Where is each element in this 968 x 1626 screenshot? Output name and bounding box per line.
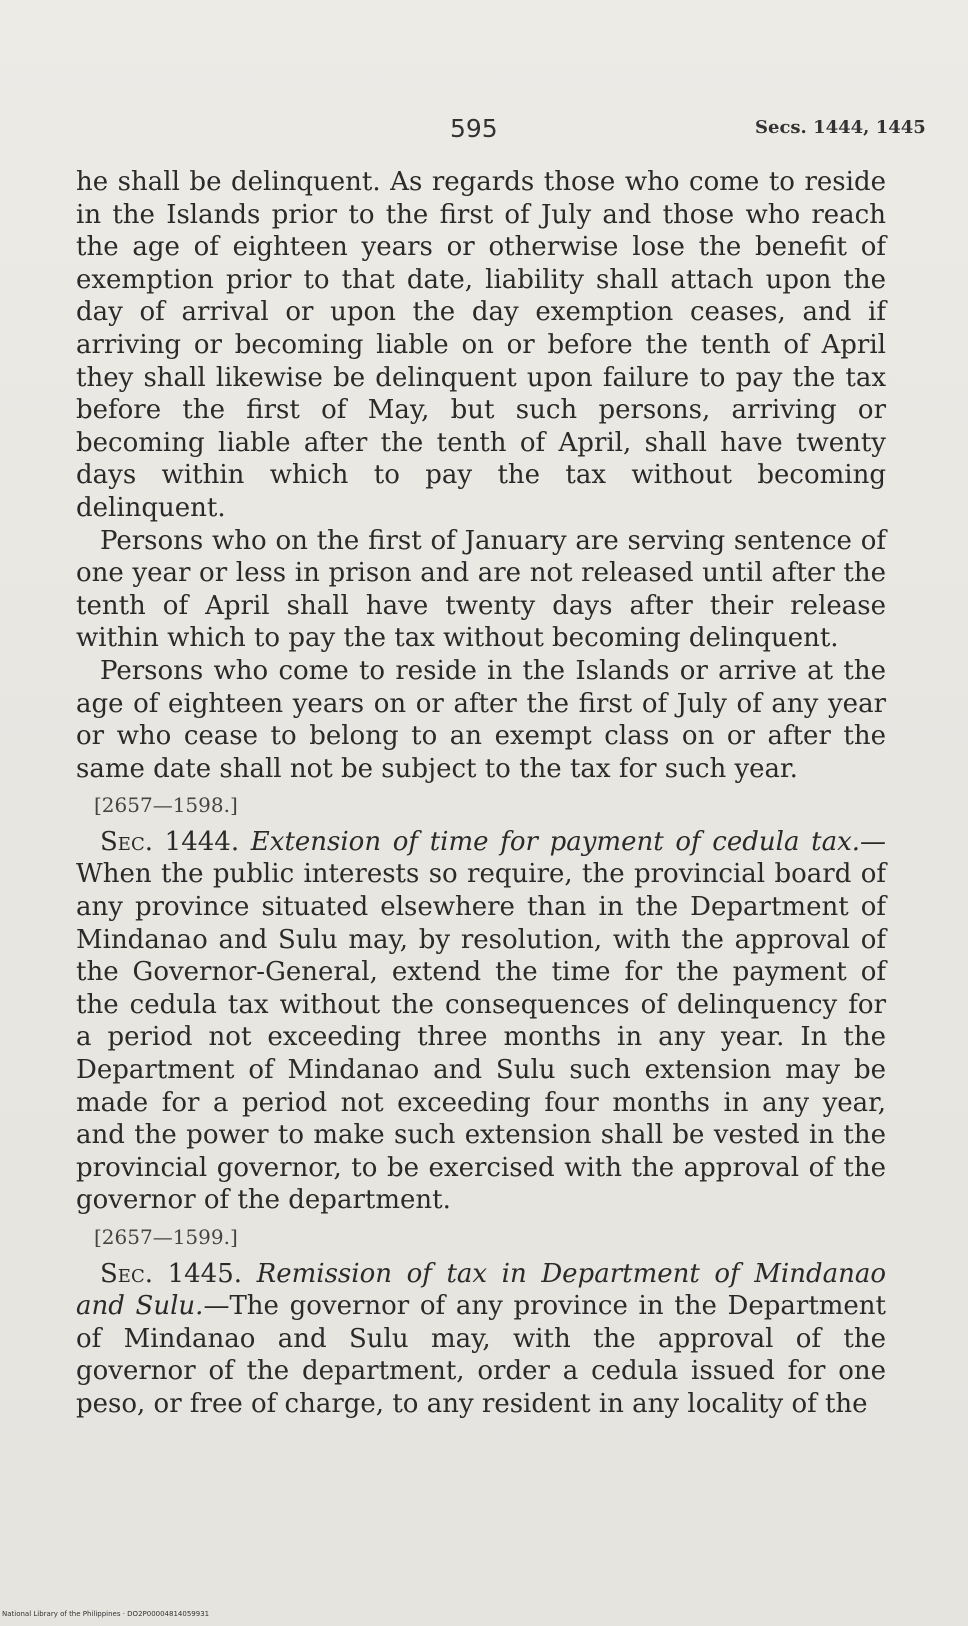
page-header xyxy=(0,114,968,154)
page-body xyxy=(76,166,886,1421)
section-1445-body: —The governor of any province in the Department of Mindanao and Sulu may, with the approval of the governor of the department, order a cedula issued for one peso, or free of charge, to any resident in any locality of the xyxy=(76,1291,886,1419)
paragraph-3: Persons who come to reside in the Islands or arrive at the age of eighteen years on or after the first of July of any year or who cease to belong to an exempt class on or after the same date shall not be subject to the tax for such year. xyxy=(76,655,886,784)
citation-1598: [2657—1598.] xyxy=(94,793,238,818)
section-1445-title: Remission of tax in Department of Mindanao and Sulu. xyxy=(76,1258,887,1322)
section-1445 xyxy=(76,1258,886,1421)
paragraph-1: he shall be delinquent. As regards those who come to reside in the Islands prior to the first of July and those who reach the age of eighteen years or otherwise lose the benefit of exemption prior to that date, liability shall attach upon the day of arrival or upon the day exemption ceases, and if arriving or becoming liable on or before the tenth of April they shall likewise be delinquent upon failure to pay the tax before the first of May, but such persons, arriving or becoming liable after the tenth of April, shall have twenty days within which to pay the tax without becoming delinquent. xyxy=(76,167,886,523)
section-1444-body: When the public interests so require, the provincial board of any province situated elsewhere than in the Department of Mindanao and Sulu may, by resolution, with the approval of the Governor-General, extend the time for the payment of the cedula tax without the consequences of delinquency for a period not exceeding three months in any year. In the Department of Mindanao and Sulu such extension may be made for a period not exceeding four months in any year, and the power to make such extension shall be vested in the provincial governor, to be exercised with the approval of the governor of the department. xyxy=(76,859,886,1216)
section-1445-number: Sec. 1445. xyxy=(100,1258,243,1289)
section-reference: Secs. 1444, 1445 xyxy=(755,117,926,138)
citation-1599: [2657—1599.] xyxy=(94,1225,238,1249)
page-number: 595 xyxy=(450,114,498,143)
archive-footer: National Library of the Philippines · DO2P00004814059931 xyxy=(2,1610,210,1618)
paragraph-2: Persons who on the first of January are serving sentence of one year or less in prison and are not released until after the tenth of April shall have twenty days after their release within which to pay the tax without becoming delinquent. xyxy=(76,525,886,654)
section-1444-number: Sec. 1444. xyxy=(100,826,240,857)
section-1444-title: Extension of time for payment of cedula tax.— xyxy=(250,826,887,857)
section-1444 xyxy=(76,826,886,1217)
